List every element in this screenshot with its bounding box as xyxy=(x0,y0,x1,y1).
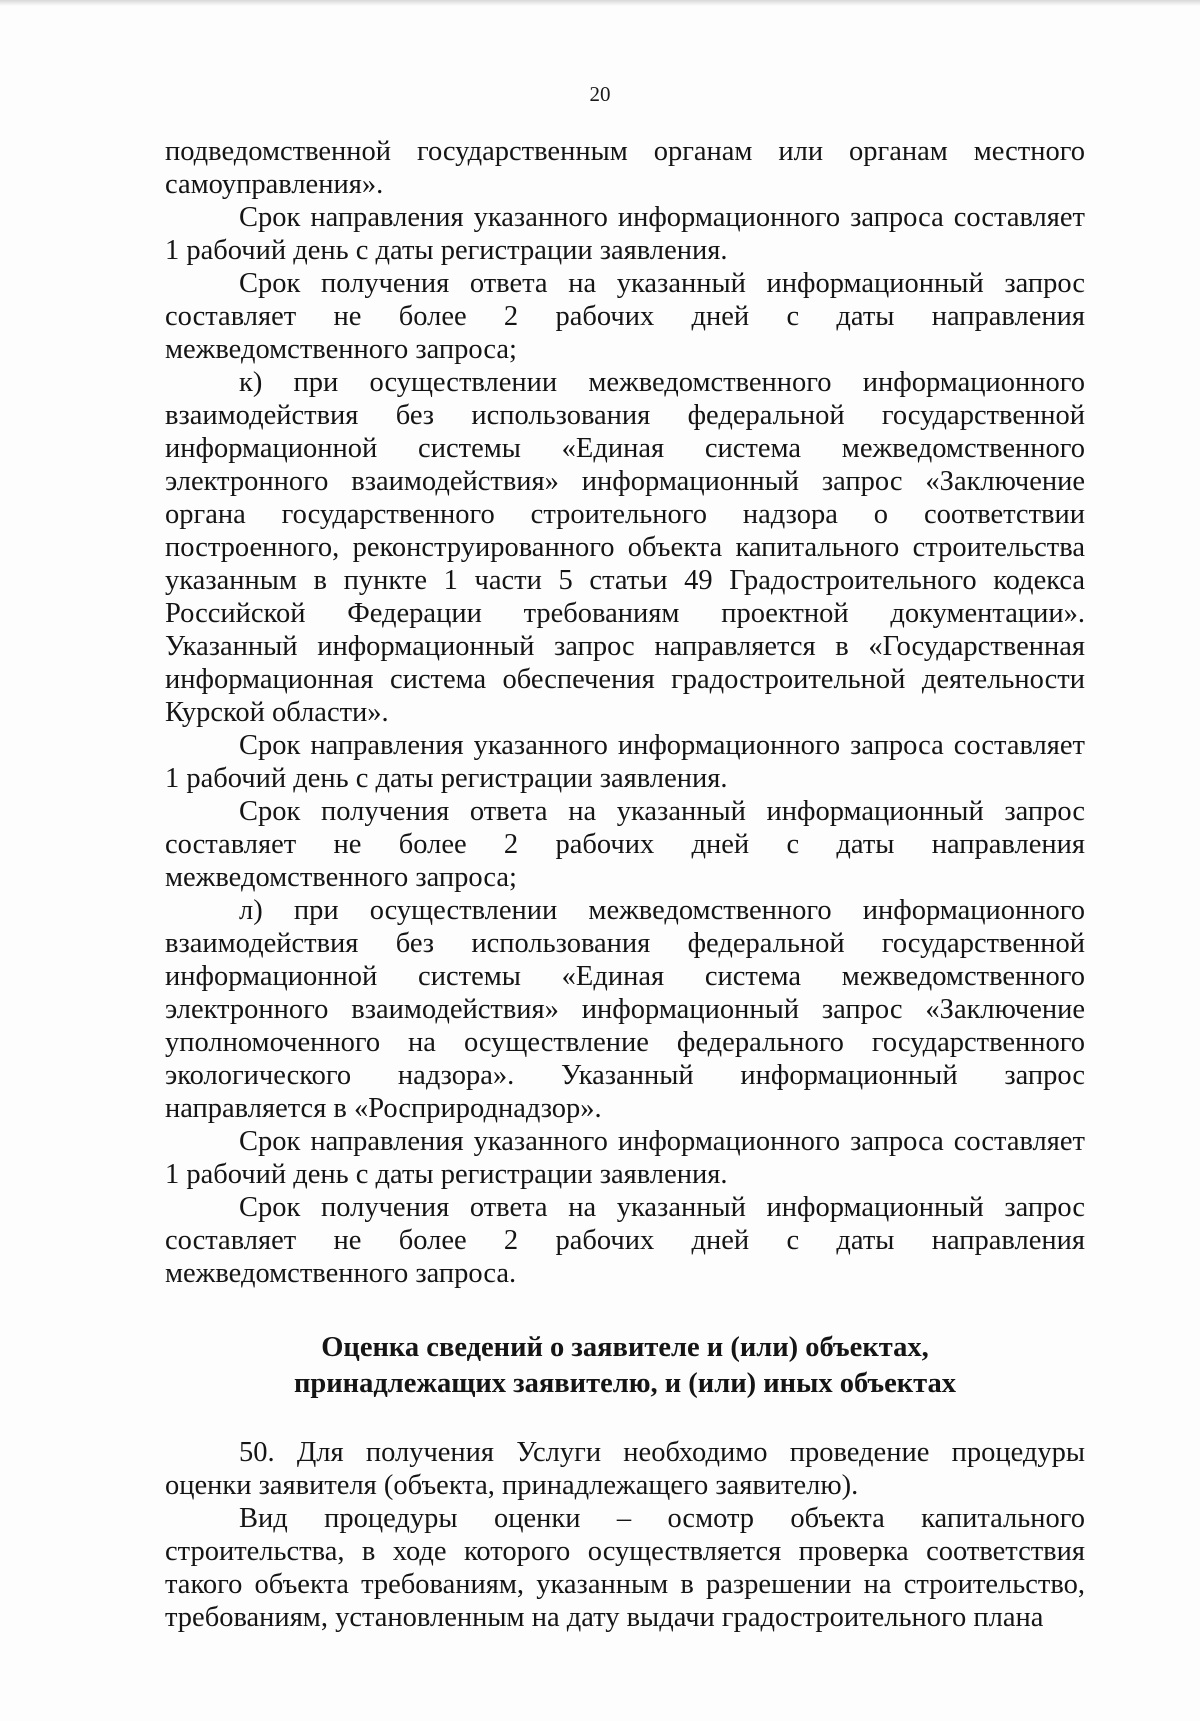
section-heading-line-2: принадлежащих заявителю, и (или) иных объектах xyxy=(293,1368,957,1399)
paragraph-item-k: к) при осуществлении межведомственного информационного взаимодействия без использования федеральной государственной информационной системы «Единая система межведомственного электронного взаимодействия» информационный запрос «Заключение органа государственного строительного надзора о соответствии построенного, реконструированного объекта капитального строительства указанным в пункте 1 части 5 статьи 49 Градостроительного кодекса Российской Федерации требованиям проектной документации». Указанный информационный запрос направляется в «Государственная информационная система обеспечения градостроительной деятельности Курской области». xyxy=(165,367,1085,728)
document-body xyxy=(165,135,1085,1634)
page-number: 20 xyxy=(589,82,611,106)
paragraph: Срок направления указанного информационного запроса составляет 1 рабочий день с даты регистрации заявления. xyxy=(165,730,1085,794)
scan-top-edge xyxy=(0,0,1200,6)
paragraph: Срок направления указанного информационного запроса составляет 1 рабочий день с даты регистрации заявления. xyxy=(165,202,1085,266)
paragraph: Вид процедуры оценки – осмотр объекта капитального строительства, в ходе которого осуществляется проверка соответствия такого объекта требованиям, указанным в разрешении на строительство, требованиям, установленным на дату выдачи градостроительного плана xyxy=(165,1503,1085,1633)
paragraph-item-l: л) при осуществлении межведомственного информационного взаимодействия без использования федеральной государственной информационной системы «Единая система межведомственного электронного взаимодействия» информационный запрос «Заключение уполномоченного на осуществление федерального государственного экологического надзора». Указанный информационный запрос направляется в «Росприроднадзор». xyxy=(165,895,1085,1124)
paragraph: Срок получения ответа на указанный информационный запрос составляет не более 2 рабочих дней с даты направления межведомственного запроса; xyxy=(165,796,1085,893)
paragraph: подведомственной государственным органам или органам местного самоуправления». xyxy=(165,136,1085,200)
paragraph: Срок получения ответа на указанный информационный запрос составляет не более 2 рабочих дней с даты направления межведомственного запроса. xyxy=(165,1192,1085,1289)
paragraph-item-50: 50. Для получения Услуги необходимо проведение процедуры оценки заявителя (объекта, принадлежащего заявителю). xyxy=(165,1437,1085,1501)
section-heading xyxy=(165,1330,1085,1402)
paragraph: Срок получения ответа на указанный информационный запрос составляет не более 2 рабочих дней с даты направления межведомственного запроса; xyxy=(165,268,1085,365)
section-heading-line-1: Оценка сведений о заявителе и (или) объектах, xyxy=(321,1332,929,1363)
paragraph: Срок направления указанного информационного запроса составляет 1 рабочий день с даты регистрации заявления. xyxy=(165,1126,1085,1190)
